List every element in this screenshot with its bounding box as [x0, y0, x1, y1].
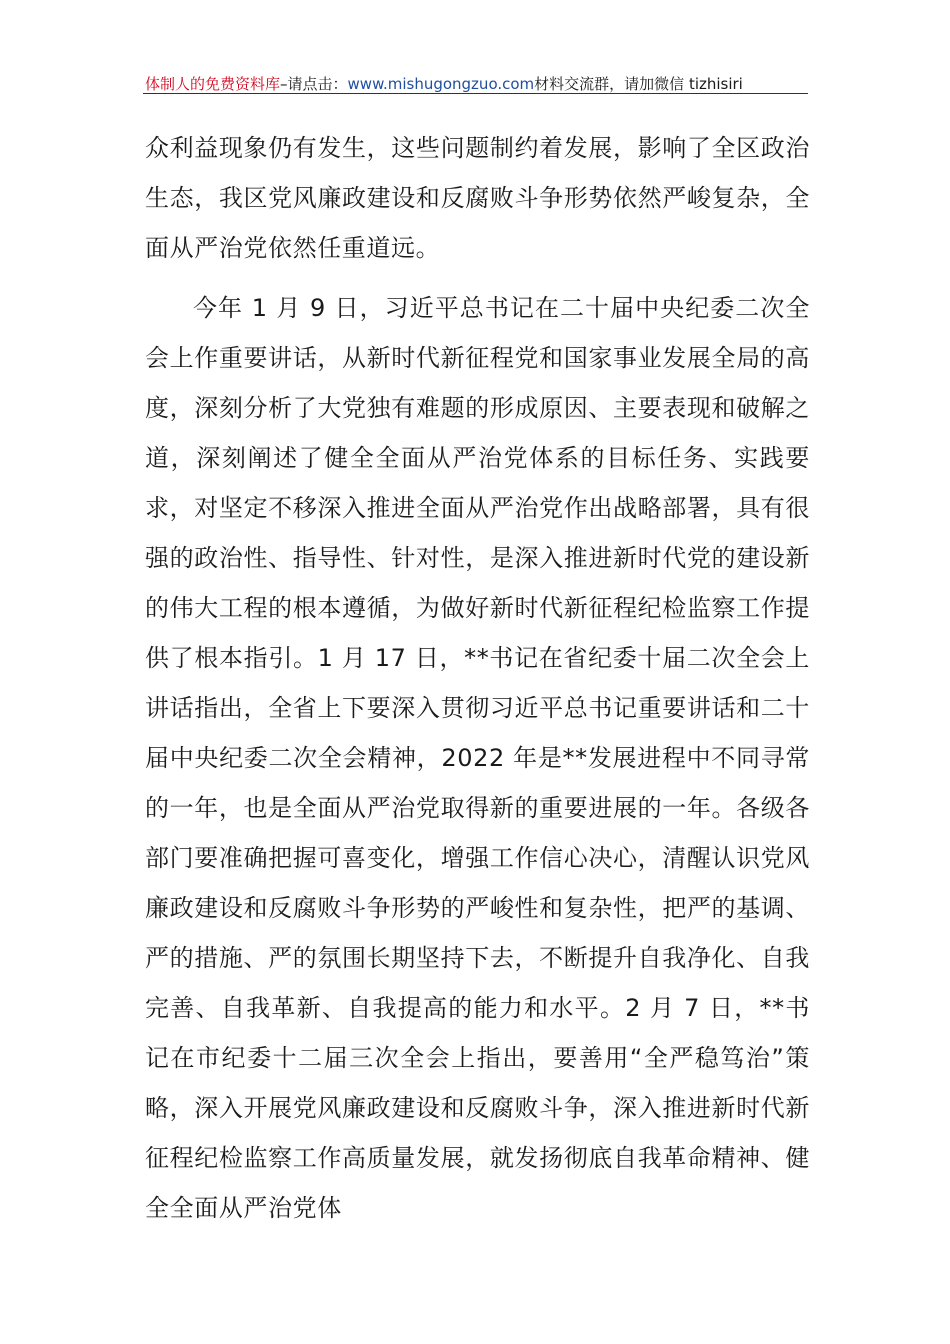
document-body [145, 123, 810, 1233]
paragraph-continued: 众利益现象仍有发生，这些问题制约着发展，影响了全区政治生态，我区党风廉政建设和反腐败斗争形势依然严峻复杂，全面从严治党依然任重道远。 [145, 134, 810, 262]
header-divider [143, 93, 808, 94]
page-header [145, 66, 808, 94]
header-url-link[interactable]: www.mishugongzuo.com [347, 75, 535, 93]
header-note: 材料交流群，请加微信 tizhisiri [534, 75, 743, 93]
header-prompt: –请点击： [280, 75, 348, 93]
paragraph: 今年 1 月 9 日，习近平总书记在二十届中央纪委二次全会上作重要讲话，从新时代新征程党和国家事业发展全局的高度，深刻分析了大党独有难题的形成原因、主要表现和破解之道，深刻阐述了健全全面从严治党体系的目标任务、实践要求，对坚定不移深入推进全面从严治党作出战略部署，具有很强的政治性、指导性、针对性，是深入推进新时代党的建设新的伟大工程的根本遵循，为做好新时代新征程纪检监察工作提供了根本指引。1 月 17 日，**书记在省纪委十届二次全会上讲话指出，全省上下要深入贯彻习近平总书记重要讲话和二十届中央纪委二次全会精神，2022 年是**发展进程中不同寻常的一年，也是全面从严治党取得新的重要进展的一年。各级各部门要准确把握可喜变化，增强工作信心决心，清醒认识党风廉政建设和反腐败斗争形势的严峻性和复杂性，把严的基调、严的措施、严的氛围长期坚持下去，不断提升自我净化、自我完善、自我革新、自我提高的能力和水平。2 月 7 日，**书记在市纪委十二届三次全会上指出，要善用“全严稳笃治”策略，深入开展党风廉政建设和反腐败斗争，深入推进新时代新征程纪检监察工作高质量发展，就发扬彻底自我革命精神、健全全面从严治党体 [145, 294, 810, 1222]
header-brand-link[interactable]: 体制人的免费资料库 [145, 75, 281, 93]
